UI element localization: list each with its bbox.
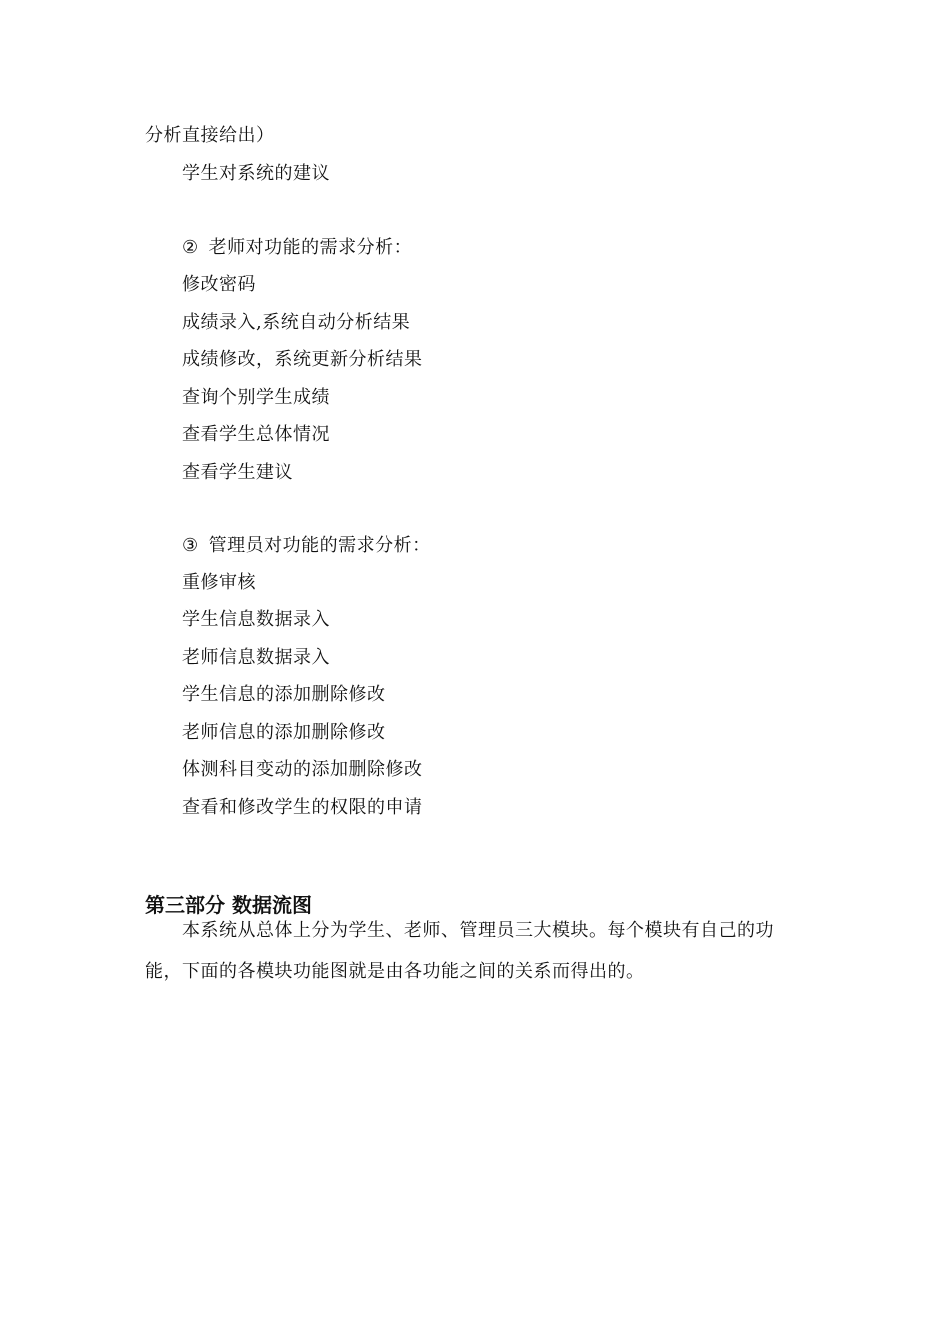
- part3-paragraph-line2: 能，下面的各模块功能图就是由各功能之间的关系而得出的。: [145, 961, 645, 982]
- part3-paragraph-line1: 本系统从总体上分为学生、老师、管理员三大模块。每个模块有自己的功: [182, 920, 774, 941]
- admin-item: 学生信息的添加删除修改: [182, 684, 386, 705]
- admin-item: 学生信息数据录入: [182, 609, 330, 630]
- section-number: ②: [182, 237, 199, 258]
- continued-text: 分析直接给出）: [145, 125, 275, 146]
- section-number: ③: [182, 535, 199, 556]
- teacher-section-title: [182, 236, 412, 260]
- teacher-item: 查看学生建议: [182, 462, 293, 483]
- student-item-suggestions: 学生对系统的建议: [182, 163, 330, 184]
- teacher-item: 修改密码: [182, 274, 256, 295]
- admin-item: 老师信息的添加删除修改: [182, 722, 386, 743]
- teacher-item: 查询个别学生成绩: [182, 387, 330, 408]
- admin-item: 老师信息数据录入: [182, 647, 330, 668]
- section-title-text: 管理员对功能的需求分析：: [208, 535, 431, 556]
- admin-item: 体测科目变动的添加删除修改: [182, 759, 423, 780]
- admin-item: 重修审核: [182, 572, 256, 593]
- admin-item: 查看和修改学生的权限的申请: [182, 797, 423, 818]
- section-title-text: 老师对功能的需求分析：: [208, 237, 413, 258]
- part3-heading: 第三部分 数据流图: [145, 893, 312, 917]
- teacher-item: 成绩录入,系统自动分析结果: [182, 312, 411, 333]
- admin-section-title: [182, 534, 431, 558]
- teacher-item: 查看学生总体情况: [182, 424, 330, 445]
- teacher-item: 成绩修改，系统更新分析结果: [182, 349, 423, 370]
